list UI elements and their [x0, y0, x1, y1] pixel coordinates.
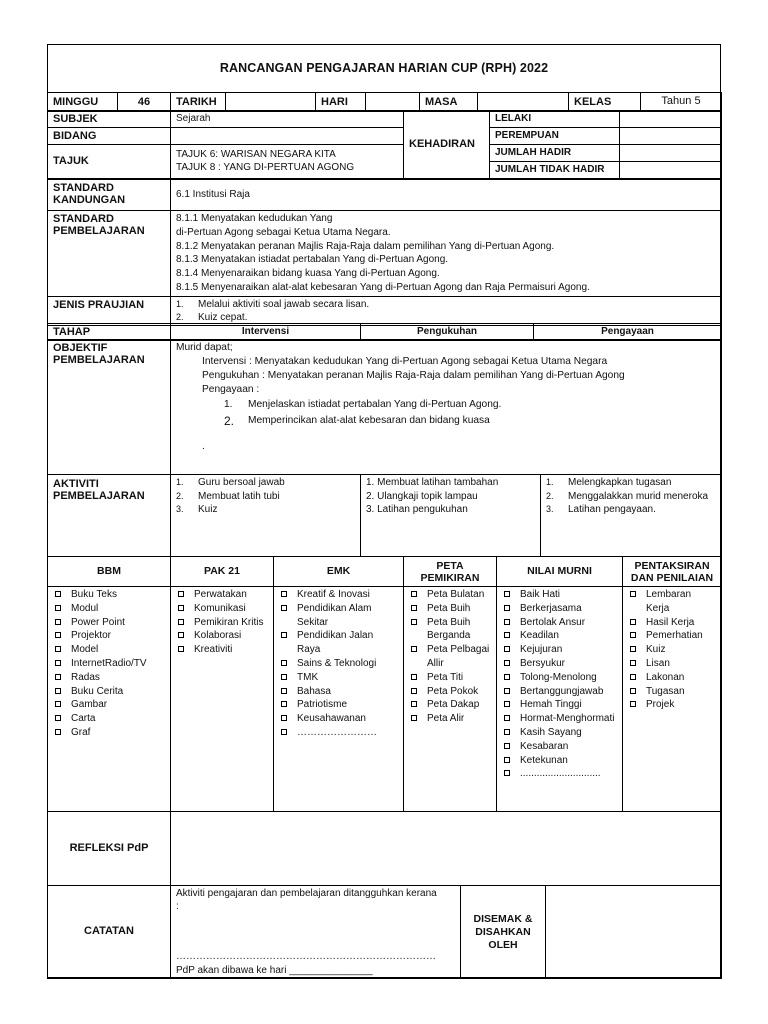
page-title: RANCANGAN PENGAJARAN HARIAN CUP (RPH) 2022 — [219, 61, 549, 75]
peta-list — [404, 587, 497, 812]
emk-item[interactable] — [279, 629, 398, 657]
nilai-item-label: Ketekunan — [520, 754, 568, 766]
checkbox-icon[interactable] — [504, 632, 510, 638]
masa-value[interactable] — [478, 93, 569, 112]
checkbox-icon[interactable] — [178, 632, 184, 638]
emk-item[interactable] — [279, 698, 398, 712]
checkbox-icon[interactable] — [55, 660, 61, 666]
pak21-header: PAK 21 — [171, 557, 274, 587]
peta-item-label: Peta Pokok — [427, 685, 479, 697]
nilai-item-label: Hemah Tinggi — [520, 699, 582, 711]
nilai-item[interactable] — [502, 767, 617, 781]
tahap-intervensi: Intervensi — [171, 324, 361, 341]
nilai-item[interactable] — [502, 726, 617, 740]
checkbox-icon[interactable] — [630, 646, 636, 652]
checkbox-icon[interactable] — [55, 688, 61, 694]
bbm-item-label: Graf — [71, 726, 91, 738]
emk-item-label: Bahasa — [297, 685, 331, 697]
pentaksiran-item-label: Pemerhatian — [646, 630, 703, 642]
checkbox-icon[interactable] — [504, 729, 510, 735]
checkbox-icon[interactable] — [411, 646, 417, 652]
disemak-value[interactable] — [546, 886, 722, 979]
objektif-item: 2. Memperincikan alat-alat kebesaran dan bidang kuasa — [224, 414, 490, 428]
emk-item[interactable] — [279, 602, 398, 630]
masa-label: MASA — [420, 93, 478, 112]
peta-item-label: Peta Alir — [427, 713, 465, 725]
bbm-list — [48, 587, 171, 812]
emk-item-label: …………………… — [297, 726, 377, 738]
nilai-header: NILAI MURNI — [497, 557, 623, 587]
kelas-value[interactable]: Tahun 5 — [641, 93, 722, 112]
pak21-item[interactable] — [176, 616, 268, 630]
aktiviti-item: 2. Ulangkaji topik lampau — [366, 490, 478, 502]
pak21-item[interactable] — [176, 643, 268, 657]
checkbox-icon[interactable] — [411, 688, 417, 694]
checkbox-icon[interactable] — [55, 591, 61, 597]
bbm-item[interactable] — [53, 602, 165, 616]
nilai-item-label: Bertanggungjawab — [520, 685, 604, 697]
checkbox-icon[interactable] — [630, 619, 636, 625]
checkbox-icon[interactable] — [55, 619, 61, 625]
bbm-item[interactable] — [53, 671, 165, 685]
nilai-item[interactable] — [502, 616, 617, 630]
checkbox-icon[interactable] — [504, 591, 510, 597]
refleksi-table — [47, 811, 722, 886]
catatan-label: CATATAN — [48, 886, 171, 979]
tajuk-label: TAJUK — [48, 144, 171, 178]
bidang-value[interactable] — [171, 127, 404, 144]
checkbox-icon[interactable] — [504, 660, 510, 666]
checkbox-icon[interactable] — [411, 619, 417, 625]
tarikh-value[interactable] — [226, 93, 316, 112]
standard-kandungan-label: STANDARD KANDUNGAN — [48, 180, 171, 211]
pak21-item-label: Komunikasi — [194, 602, 246, 614]
peta-header: PETA PEMIKIRAN — [404, 557, 497, 587]
standard-pembelajaran-value[interactable] — [171, 211, 722, 297]
catatan-value[interactable] — [171, 886, 461, 979]
standard-kandungan-value[interactable]: 6.1 Institusi Raja — [171, 180, 722, 211]
checkbox-icon[interactable] — [630, 632, 636, 638]
aktiviti-item: 3. Latihan pengayaan. — [546, 504, 656, 515]
aktiviti-item: 1. Guru bersoal jawab — [176, 477, 285, 488]
checkbox-icon[interactable] — [281, 605, 287, 611]
aktiviti-item: 3. Kuiz — [176, 504, 218, 515]
bbm-item-label: InternetRadio/TV — [71, 657, 147, 669]
pak21-item-label: Kolaborasi — [194, 630, 242, 642]
tajuk-value[interactable] — [171, 144, 404, 178]
header-table — [47, 92, 722, 112]
kehadiran-label: KEHADIRAN — [404, 111, 490, 179]
bbm-item-label: Modul — [71, 602, 99, 614]
sp-line-4: 8.1.3 Menyatakan istiadat pertabalan Yang di-Pertuan Agong. — [176, 254, 449, 266]
minggu-value[interactable]: 46 — [118, 93, 171, 112]
aktiviti-pengukuhan[interactable] — [361, 475, 541, 557]
tahap-label: TAHAP — [48, 324, 171, 341]
aktiviti-item: 2. Membuat latih tubi — [176, 490, 280, 502]
checkbox-icon[interactable] — [504, 646, 510, 652]
objektif-pengayaan: Pengayaan : — [202, 384, 260, 395]
pak21-item[interactable] — [176, 629, 268, 643]
checkbox-icon[interactable] — [55, 632, 61, 638]
nilai-item[interactable] — [502, 740, 617, 754]
pak21-item-label: Perwatakan — [194, 589, 247, 600]
bbm-item-label: Model — [71, 644, 99, 656]
checkbox-icon[interactable] — [411, 715, 417, 721]
kelas-label: KELAS — [569, 93, 641, 112]
lelaki-label: LELAKI — [490, 111, 620, 128]
peta-item[interactable] — [409, 671, 491, 685]
checkbox-icon[interactable] — [281, 715, 287, 721]
checkbox-icon[interactable] — [55, 674, 61, 680]
nilai-item-label: Baik Hati — [520, 589, 561, 600]
tajuk-line-1: TAJUK 6: WARISAN NEGARA KITA — [176, 148, 336, 160]
pak21-item-label: Kreativiti — [194, 644, 233, 656]
aktiviti-intervensi[interactable] — [171, 475, 361, 557]
pentaksiran-item[interactable] — [628, 629, 716, 643]
objektif-intervensi: Intervensi : Menyatakan kedudukan Yang di-Pertuan Agong sebagai Ketua Utama Negara — [202, 356, 608, 367]
emk-header: EMK — [274, 557, 404, 587]
aktiviti-item: 2. Menggalakkan murid meneroka — [546, 490, 709, 502]
checkbox-icon[interactable] — [281, 701, 287, 707]
checkbox-icon[interactable] — [411, 701, 417, 707]
praujian-item: 2. Kuiz cepat. — [176, 311, 248, 323]
emk-item-label: TMK — [297, 671, 319, 683]
nilai-item-label: Kejujuran — [520, 644, 563, 656]
nilai-item-label: Kasih Sayang — [520, 726, 582, 738]
emk-item[interactable] — [279, 712, 398, 726]
pentaksiran-item[interactable] — [628, 685, 716, 699]
checkbox-icon[interactable] — [504, 674, 510, 680]
nilai-item[interactable] — [502, 657, 617, 671]
nilai-list — [497, 587, 623, 812]
peta-item-label: Peta Buih Berganda — [427, 616, 471, 642]
checkbox-icon[interactable] — [504, 605, 510, 611]
checkbox-icon[interactable] — [281, 674, 287, 680]
jumlah-tidak-hadir-label: JUMLAH TIDAK HADIR — [490, 161, 620, 178]
checkbox-icon[interactable] — [630, 674, 636, 680]
hari-label: HARI — [316, 93, 366, 112]
tajuk-line-2: TAJUK 8 : YANG DI-PERTUAN AGONG — [176, 161, 355, 173]
checkbox-icon[interactable] — [281, 660, 287, 666]
pentaksiran-item[interactable] — [628, 698, 716, 712]
bbm-item[interactable] — [53, 685, 165, 699]
tarikh-label: TARIKH — [171, 93, 226, 112]
checkbox-icon[interactable] — [55, 715, 61, 721]
sp-line-2: di-Pertuan Agong sebagai Ketua Utama Negara. — [176, 226, 391, 238]
nilai-item[interactable] — [502, 698, 617, 712]
catatan-table — [47, 885, 722, 979]
checkbox-icon[interactable] — [504, 701, 510, 707]
checkbox-icon[interactable] — [630, 688, 636, 694]
emk-item-label: Pendidikan Alam Sekitar — [297, 602, 372, 628]
hari-value[interactable] — [366, 93, 420, 112]
pentaksiran-item[interactable] — [628, 671, 716, 685]
pak21-item-label: Pemikiran Kritis — [194, 616, 264, 628]
peta-item[interactable] — [409, 712, 491, 726]
objektif-table — [47, 339, 722, 475]
bidang-label: BIDANG — [48, 127, 171, 144]
emk-item-label: Kreatif & Inovasi — [297, 589, 370, 600]
nilai-item[interactable] — [502, 754, 617, 768]
checkbox-icon[interactable] — [55, 605, 61, 611]
checklist-table — [47, 556, 722, 812]
emk-item-label: Sains & Teknologi — [297, 657, 377, 669]
jumlah-hadir-label: JUMLAH HADIR — [490, 144, 620, 161]
nilai-item-label: Berkerjasama — [520, 602, 582, 614]
emk-item-label: Keusahawanan — [297, 713, 366, 725]
objektif-pengukuhan: Pengukuhan : Menyatakan peranan Majlis Raja-Raja dalam pemilihan Yang di-Pertuan Agong — [202, 370, 625, 381]
standard-pembelajaran-label: STANDARD PEMBELAJARAN — [48, 211, 171, 297]
pentaksiran-item-label: Hasil Kerja — [646, 616, 695, 628]
peta-item-label: Peta Buih — [427, 602, 471, 614]
pentaksiran-item-label: Projek — [646, 699, 675, 711]
catatan-line-1: Aktiviti pengajaran dan pembelajaran ditangguhkan kerana — [176, 888, 437, 899]
aktiviti-pengayaan[interactable] — [541, 475, 722, 557]
minggu-label: MINGGU — [48, 93, 118, 112]
emk-item-label: Patriotisme — [297, 699, 348, 711]
subjek-label: SUBJEK — [48, 111, 171, 128]
tahap-pengukuhan: Pengukuhan — [361, 324, 534, 341]
checkbox-icon[interactable] — [630, 591, 636, 597]
pentaksiran-item[interactable] — [628, 643, 716, 657]
pentaksiran-item[interactable] — [628, 616, 716, 630]
objektif-dot: . — [202, 441, 205, 452]
objektif-item: 1. Menjelaskan istiadat pertabalan Yang di-Pertuan Agong. — [224, 399, 502, 410]
checkbox-icon[interactable] — [504, 770, 510, 776]
nilai-item[interactable] — [502, 629, 617, 643]
bbm-item-label: Carta — [71, 713, 96, 725]
praujian-item: 1. Melalui aktiviti soal jawab secara lisan. — [176, 298, 370, 310]
objektif-intro: Murid dapat; — [176, 342, 233, 353]
checkbox-icon[interactable] — [178, 646, 184, 652]
checkbox-icon[interactable] — [504, 688, 510, 694]
emk-item[interactable] — [279, 671, 398, 685]
checkbox-icon[interactable] — [630, 701, 636, 707]
checkbox-icon[interactable] — [504, 743, 510, 749]
peta-item[interactable] — [409, 588, 491, 602]
pentaksiran-item[interactable] — [628, 657, 716, 671]
nilai-item[interactable] — [502, 685, 617, 699]
emk-item[interactable] — [279, 685, 398, 699]
peta-item[interactable] — [409, 602, 491, 616]
emk-list — [274, 587, 404, 812]
checkbox-icon[interactable] — [411, 674, 417, 680]
peta-item-label: Peta Pelbagai Allir — [427, 644, 490, 669]
peta-item[interactable] — [409, 685, 491, 699]
bbm-item[interactable] — [53, 588, 165, 602]
bbm-header: BBM — [48, 557, 171, 587]
aktiviti-item: 1. Melengkapkan tugasan — [546, 477, 672, 488]
refleksi-label: REFLEKSI PdP — [48, 812, 171, 886]
peta-item-label: Peta Titi — [427, 671, 464, 683]
checkbox-icon[interactable] — [178, 591, 184, 597]
bbm-item[interactable] — [53, 643, 165, 657]
pentaksiran-list — [623, 587, 722, 812]
pentaksiran-item-label: Lembaran Kerja — [646, 589, 692, 614]
perempuan-value[interactable] — [620, 127, 722, 144]
nilai-item-label: Keadilan — [520, 630, 559, 642]
aktiviti-item: 1. Membuat latihan tambahan — [366, 477, 499, 488]
catatan-dots: …………………………………………………………………… — [176, 951, 436, 962]
checkbox-icon[interactable] — [55, 701, 61, 707]
sp-line-5: 8.1.4 Menyenaraikan bidang kuasa Yang di-Pertuan Agong. — [176, 268, 440, 280]
nilai-item[interactable] — [502, 643, 617, 657]
aktiviti-item: 3. Latihan pengukuhan — [366, 504, 468, 515]
standard-table — [47, 179, 722, 326]
bbm-item-label: Buku Cerita — [71, 685, 124, 697]
jenis-praujian-label: JENIS PRAUJIAN — [48, 296, 171, 325]
bbm-item-label: Gambar — [71, 699, 108, 711]
bbm-item[interactable] — [53, 657, 165, 671]
pentaksiran-header: PENTAKSIRAN DAN PENILAIAN — [623, 557, 722, 587]
pentaksiran-item-label: Kuiz — [646, 644, 666, 656]
lelaki-value[interactable] — [620, 111, 722, 128]
bbm-item[interactable] — [53, 726, 165, 740]
pentaksiran-item-label: Tugasan — [646, 685, 685, 697]
refleksi-value[interactable] — [171, 812, 722, 886]
checkbox-icon[interactable] — [281, 688, 287, 694]
bbm-item-label: Buku Teks — [71, 589, 117, 600]
checkbox-icon[interactable] — [55, 729, 61, 735]
nilai-item-label: Tolong-Menolong — [520, 671, 597, 683]
objektif-label: OBJEKTIF PEMBELAJARAN — [48, 340, 171, 475]
pentaksiran-item-label: Lakonan — [646, 671, 685, 683]
sp-line-3: 8.1.2 Menyatakan peranan Majlis Raja-Raja dalam pemilihan Yang di-Pertuan Agong. — [176, 240, 555, 252]
pak21-item[interactable] — [176, 602, 268, 616]
checkbox-icon[interactable] — [504, 715, 510, 721]
catatan-line-2: : — [176, 901, 179, 912]
tahap-table — [47, 323, 722, 341]
aktiviti-label: AKTIVITI PEMBELAJARAN — [48, 475, 171, 557]
nilai-item-label: Hormat-Menghormati — [520, 713, 615, 725]
checkbox-icon[interactable] — [281, 591, 287, 597]
pentaksiran-item-label: Lisan — [646, 657, 670, 669]
subject-table — [47, 110, 722, 179]
jumlah-hadir-value[interactable] — [620, 144, 722, 161]
emk-item[interactable] — [279, 657, 398, 671]
pak21-item[interactable] — [176, 588, 268, 602]
peta-item[interactable] — [409, 616, 491, 644]
emk-item[interactable] — [279, 726, 398, 740]
peta-item[interactable] — [409, 643, 491, 671]
bbm-item-label: Projektor — [71, 630, 112, 642]
peta-item-label: Peta Dakap — [427, 699, 480, 711]
catatan-line-3: PdP akan dibawa ke hari _______________ — [176, 965, 373, 976]
pak21-list — [171, 587, 274, 812]
nilai-item[interactable] — [502, 712, 617, 726]
bbm-item[interactable] — [53, 712, 165, 726]
emk-item[interactable] — [279, 588, 398, 602]
checkbox-icon[interactable] — [178, 619, 184, 625]
aktiviti-table — [47, 474, 722, 557]
peta-item-label: Peta Bulatan — [427, 589, 485, 600]
pentaksiran-item[interactable] — [628, 588, 716, 616]
bbm-item-label: Power Point — [71, 616, 125, 628]
subjek-value[interactable]: Sejarah — [171, 111, 404, 128]
objektif-value[interactable] — [171, 340, 722, 475]
nilai-item[interactable] — [502, 602, 617, 616]
checkbox-icon[interactable] — [55, 646, 61, 652]
nilai-item-label: Bersyukur — [520, 657, 566, 669]
checkbox-icon[interactable] — [411, 605, 417, 611]
bbm-item-label: Radas — [71, 671, 100, 683]
jenis-praujian-value[interactable] — [171, 296, 722, 325]
checkbox-icon[interactable] — [504, 757, 510, 763]
checkbox-icon[interactable] — [281, 632, 287, 638]
bbm-item[interactable] — [53, 616, 165, 630]
nilai-item-label: Bertolak Ansur — [520, 616, 586, 628]
nilai-item-label: ............................. — [520, 768, 601, 780]
disemak-label: DISEMAK & DISAHKAN OLEH — [461, 886, 546, 979]
checkbox-icon[interactable] — [178, 605, 184, 611]
checkbox-icon[interactable] — [504, 619, 510, 625]
checkbox-icon[interactable] — [411, 591, 417, 597]
nilai-item-label: Kesabaran — [520, 740, 569, 752]
checkbox-icon[interactable] — [281, 729, 287, 735]
perempuan-label: PEREMPUAN — [490, 127, 620, 144]
sp-line-1: 8.1.1 Menyatakan kedudukan Yang — [176, 213, 333, 224]
nilai-item[interactable] — [502, 671, 617, 685]
bbm-item[interactable] — [53, 698, 165, 712]
checkbox-icon[interactable] — [630, 660, 636, 666]
sp-line-6: 8.1.5 Menyenaraikan alat-alat kebesaran Yang di-Pertuan Agong dan Raja Permaisuri Agong. — [176, 281, 590, 293]
tahap-pengayaan: Pengayaan — [534, 324, 722, 341]
bbm-item[interactable] — [53, 629, 165, 643]
nilai-item[interactable] — [502, 588, 617, 602]
emk-item-label: Pendidikan Jalan Raya — [297, 630, 374, 656]
peta-item[interactable] — [409, 698, 491, 712]
jumlah-tidak-hadir-value[interactable] — [620, 161, 722, 178]
